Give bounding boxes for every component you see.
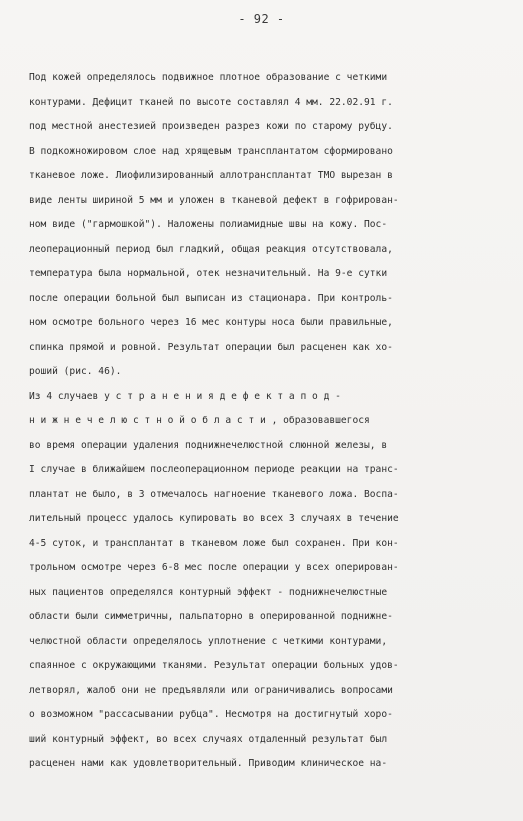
text-line: I случае в ближайшем послеоперационном периоде реакции на транс- — [29, 464, 399, 475]
text-line: В подкожножировом слое над хрящевым трансплантатом сформировано — [29, 145, 393, 157]
text-line: области были симметричны, пальпаторно в оперированной поднижне- — [29, 611, 393, 622]
text-line: после операции больной был выписан из стационара. При контроль- — [29, 292, 393, 304]
text-line: температура была нормальной, отек незначительный. На 9-е сутки — [29, 268, 388, 279]
text-line: н и ж н е ч е л ю с т н о й о б л а с т и , образовавшегося — [29, 415, 370, 426]
text-line: роший (рис. 46). — [29, 366, 122, 377]
text-line: Из 4 случаев у с т р а н е н и я д е ф е к т а п о д - — [29, 390, 341, 402]
text-line: виде ленты шириной 5 мм и уложен в тканевой дефект в гофрирован- — [29, 194, 399, 206]
text-line: во время операции удаления поднижнечелюстной слюнной железы, в — [29, 439, 388, 451]
text-line: ший контурный эффект, во всех случаях отдаленный результат был — [29, 733, 388, 745]
text-line: о возможном "рассасывании рубца". Несмотря на достигнутый хоро- — [29, 709, 393, 720]
text-line: ном виде ("гармошкой"). Наложены полиамидные швы на кожу. Пос- — [29, 219, 388, 230]
text-line: ных пациентов определялся контурный эффект - поднижнечелюстные — [29, 586, 388, 598]
page-number: - 92 - — [238, 12, 285, 26]
text-line: спаянное с окружающими тканями. Результат операции больных удов- — [29, 660, 399, 671]
text-line: тканевое ложе. Лиофилизированный аллотрансплантат ТМО вырезан в — [29, 170, 393, 181]
text-line: спинка прямой и ровной. Результат операции был расценен как хо- — [29, 341, 393, 353]
text-line: плантат не было, в 3 отмечалось нагноение тканевого ложа. Воспа- — [29, 488, 399, 500]
text-line: трольном осмотре через 6-8 мес после операции у всех оперирован- — [29, 562, 399, 573]
text-line: под местной анестезией произведен разрез кожи по старому рубцу. — [29, 121, 393, 132]
text-line: контурами. Дефицит тканей по высоте составлял 4 мм. 22.02.91 г. — [29, 96, 393, 108]
text-line: летворял, жалоб они не предъявляли или ограничивались вопросами — [29, 684, 393, 696]
text-line: лительный процесс удалось купировать во всех 3 случаях в течение — [29, 513, 399, 524]
text-line: 4-5 суток, и трансплантат в тканевом ложе был сохранен. При кон- — [29, 537, 399, 549]
text-line: Под кожей определялось подвижное плотное образование с четкими — [29, 72, 388, 83]
body-text — [29, 66, 491, 777]
text-line: расценен нами как удовлетворительный. Приводим клиническое на- — [29, 758, 388, 769]
text-line: ном осмотре больного через 16 мес контуры носа были правильные, — [29, 317, 393, 328]
text-line: челюстной области определялось уплотнение с четкими контурами, — [29, 635, 388, 647]
text-line: леоперационный период был гладкий, общая реакция отсутствовала, — [29, 243, 393, 255]
